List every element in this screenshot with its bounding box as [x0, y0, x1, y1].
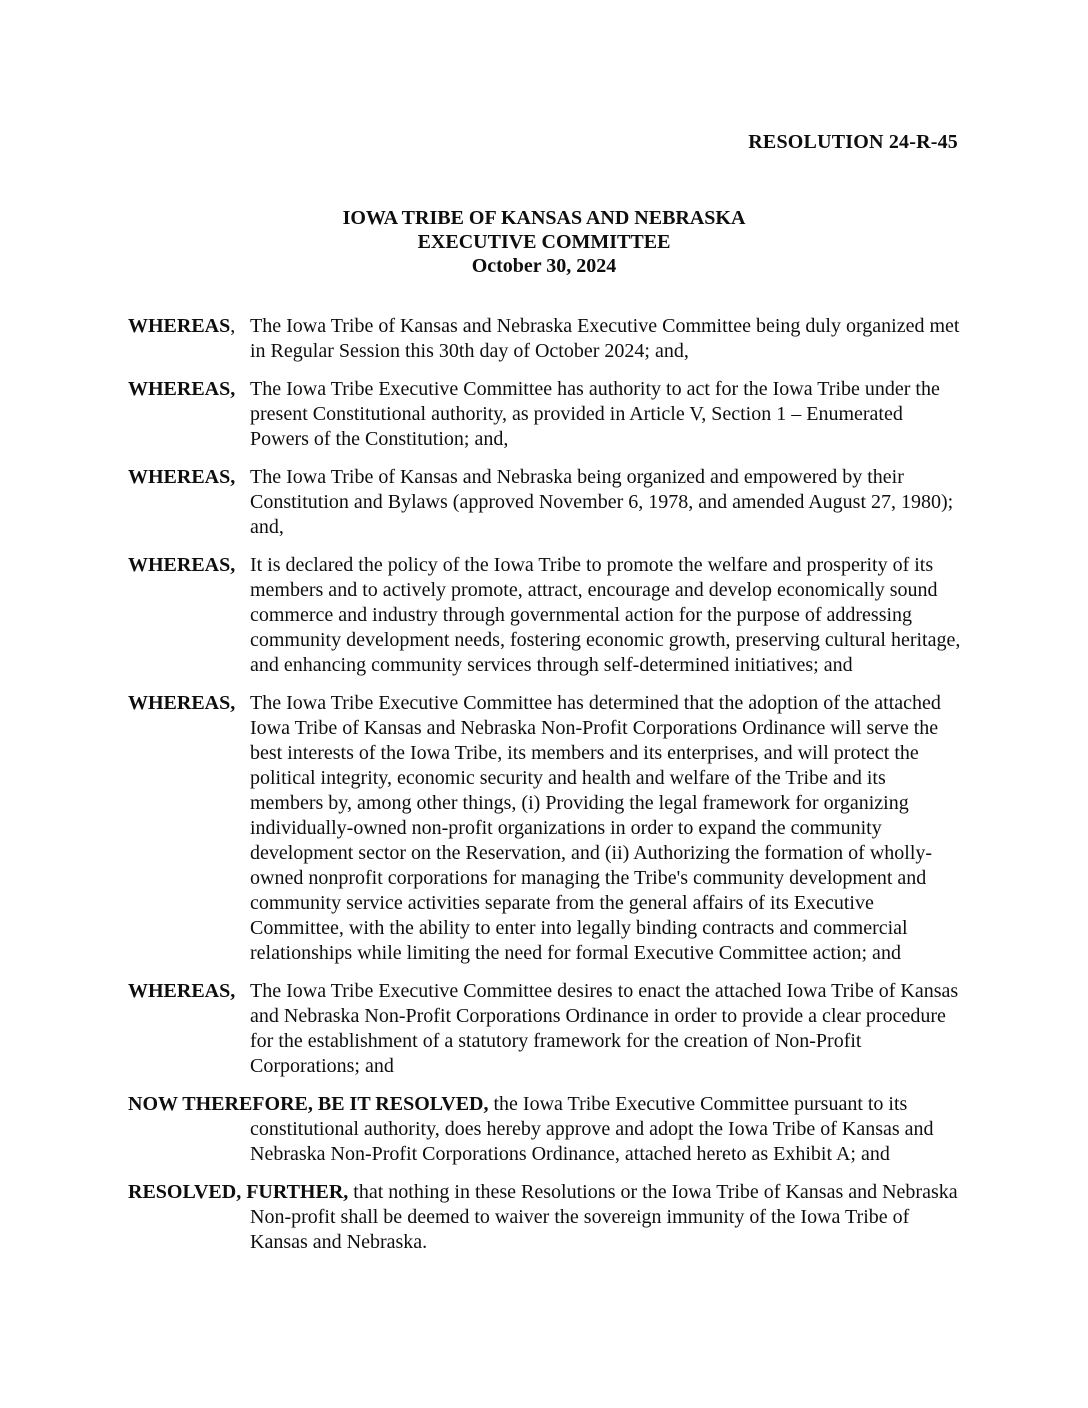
resolved-clause [128, 1092, 962, 1167]
title-committee: EXECUTIVE COMMITTEE [417, 231, 671, 253]
clause-label: WHEREAS, [128, 315, 236, 337]
clause-text: The Iowa Tribe Executive Committee has authority to act for the Iowa Tribe under the present Constitutional authority, as provided in Article V, Section 1 – Enumerated Powers of the Constitution; and, [250, 378, 940, 450]
clause-text: The Iowa Tribe of Kansas and Nebraska being organized and empowered by their Constitution and Bylaws (approved November 6, 1978, and amended August 27, 1980); and, [250, 466, 954, 538]
clause-text: The Iowa Tribe of Kansas and Nebraska Executive Committee being duly organized met in Regular Session this 30th day of October 2024; and, [250, 315, 960, 362]
document-title-block [0, 206, 1088, 278]
document-body [128, 314, 962, 1268]
whereas-clause-1 [128, 314, 962, 364]
whereas-clause-4 [128, 553, 962, 678]
whereas-clause-2 [128, 377, 962, 452]
whereas-clause-6 [128, 979, 962, 1079]
clause-label: WHEREAS, [128, 378, 236, 400]
clause-label: NOW THEREFORE, BE IT RESOLVED, [128, 1093, 489, 1115]
clause-text: that nothing in these Resolutions or the Iowa Tribe of Kansas and Nebraska Non-profit shall be deemed to waiver the sovereign immunity of the Iowa Tribe of Kansas and Nebraska. [250, 1181, 958, 1253]
whereas-clause-3 [128, 465, 962, 540]
clause-label: WHEREAS, [128, 692, 236, 714]
title-organization: IOWA TRIBE OF KANSAS AND NEBRASKA [342, 207, 746, 229]
clause-label: WHEREAS, [128, 466, 236, 488]
clause-label: WHEREAS, [128, 554, 236, 576]
clause-text: The Iowa Tribe Executive Committee desires to enact the attached Iowa Tribe of Kansas and Nebraska Non-Profit Corporations Ordinance in order to provide a clear procedure for the establishment of a statutory framework for the creation of Non-Profit Corporations; and [250, 980, 959, 1077]
clause-label: WHEREAS, [128, 980, 236, 1002]
clause-text: the Iowa Tribe Executive Committee pursuant to its constitutional authority, does hereby approve and adopt the Iowa Tribe of Kansas and Nebraska Non-Profit Corporations Ordinance, attached hereto as Exhibit A; and [250, 1093, 934, 1165]
title-date: October 30, 2024 [471, 255, 617, 277]
resolved-further-clause [128, 1180, 962, 1255]
resolution-number: RESOLUTION 24-R-45 [748, 131, 958, 153]
clause-text: It is declared the policy of the Iowa Tribe to promote the welfare and prosperity of its members and to actively promote, attract, encourage and develop economically sound commerce and industry through governmental action for the purpose of addressing community development needs, fostering economic growth, preserving cultural heritage, and enhancing community services through self-determined initiatives; and [250, 554, 961, 676]
whereas-clause-5 [128, 691, 962, 966]
clause-label: RESOLVED, FURTHER, [128, 1181, 349, 1203]
clause-text: The Iowa Tribe Executive Committee has determined that the adoption of the attached Iowa Tribe of Kansas and Nebraska Non-Profit Corporations Ordinance will serve the best interests of the Iowa Tribe, its members and its enterprises, and will protect the political integrity, economic security and health and welfare of the Tribe and its members by, among other things, (i) Providing the legal framework for organizing individually-owned non-profit organizations in order to expand the community development sector on the Reservation, and (ii) Authorizing the formation of wholly-owned nonprofit corporations for managing the Tribe's community development and community service activities separate from the general affairs of its Executive Committee, with the ability to enter into legally binding contracts and commercial relationships while limiting the need for formal Executive Committee action; and [250, 692, 941, 964]
